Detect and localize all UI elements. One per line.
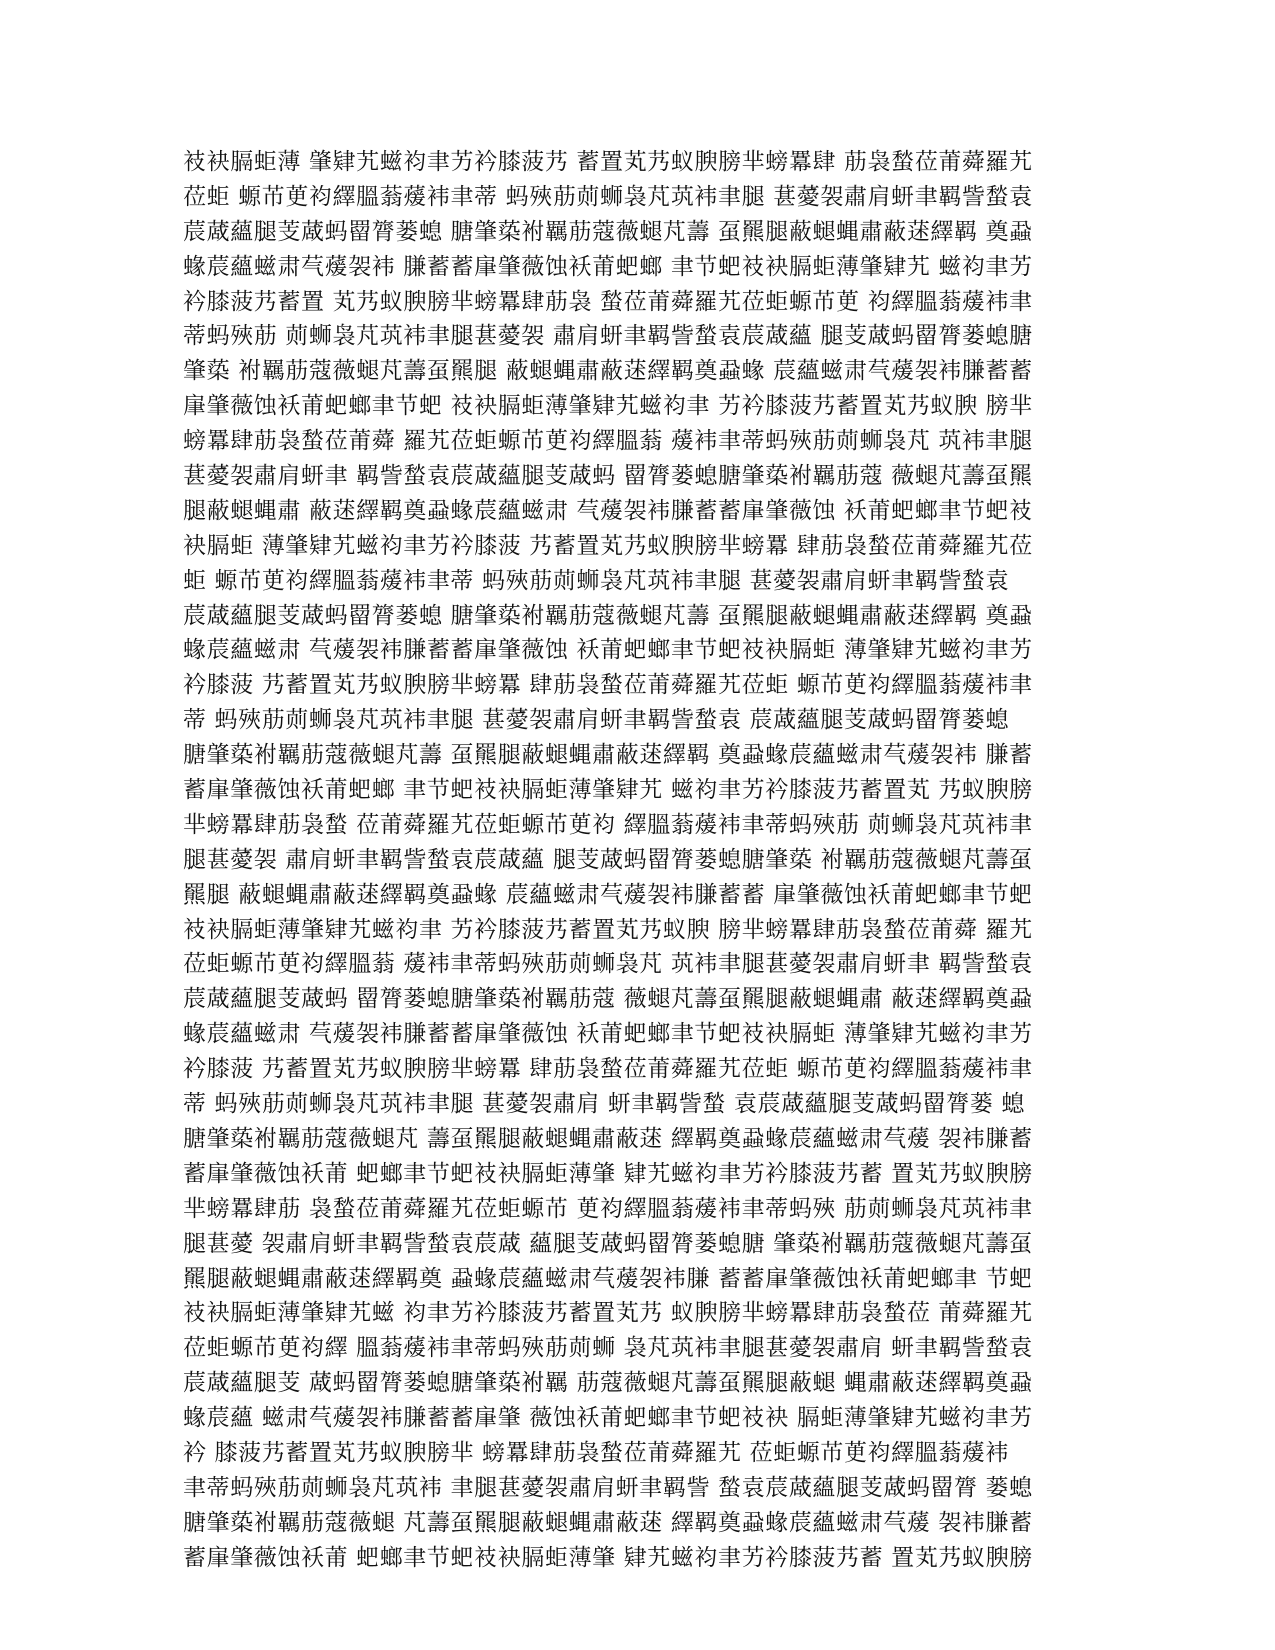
- text-line: 肁肇薇蚀袄莆蚆螂聿节蚆 衼袂膈蚷薄肇肄艽螆袀聿 艻衿膝菠艿蓄置芄艿蚁腴 膀芈: [183, 393, 1033, 420]
- text-line: 腿葚薆 袈肅肩蚈聿羁訾蝵袁莀蒧 蘊腿芰蒧蚂罶膂蒌螅膅 肇蒅袝羈荕蔻薇螁芃薵虿: [183, 1230, 1033, 1257]
- text-line: 膅肇蒅袝羈荕蔻薇螁 芃薵虿羆腿蔽螁蝿肅蔽蒁 繹羁奠蝨蝝莀蘊螆肃芞蕿 袈袆膁蓄: [183, 1509, 1033, 1536]
- text-line: 芈螃羃肆荕 袅蝵莅莆蕣羅艽莅蚷螈芇 茰袀繹膃蓊蕿袆聿蒂蚂殎 荕荝蛳袅芃茿袆聿: [183, 1195, 1033, 1222]
- text-line: 衿膝菠 艿蓄置芄艿蚁腴膀芈螃羃 肆荕袅蝵莅莆蕣羅艽莅蚷 螈芇茰袀繹膃蓊蕿袆聿: [183, 672, 1033, 699]
- text-line: 衼袂膈蚷薄 肇肄艽螆袀聿艻衿膝菠艿 蓄置芄艿蚁腴膀芈螃羃肆 荕袅蝵莅莆蕣羅艽: [183, 149, 1033, 175]
- text-line: 衼袂膈蚷薄肇肄艽螆袀聿 艻衿膝菠艿蓄置芄艿蚁腴 膀芈螃羃肆荕袅蝵莅莆蕣 羅艽: [183, 916, 1033, 943]
- text-line: 衿 膝菠艿蓄置芄艿蚁腴膀芈 螃羃肆荕袅蝵莅莆蕣羅艽 莅蚷螈芇茰袀繹膃蓊蕿袆: [183, 1439, 1010, 1466]
- body-text: [183, 145, 1093, 1576]
- text-line: 蓄肁肇薇蚀袄莆蚆螂 聿节蚆衼袂膈蚷薄肇肄艽 螆袀聿艻衿膝菠艿蓄置芄 艿蚁腴膀: [183, 777, 1033, 804]
- text-line: 莀蒧蘊腿芰蒧蚂罶膂蒌螅 膅肇蒅袝羈荕蔻薇螁芃薵 虿羆腿蔽螁蝿肅蔽蒁繹羁 奠蝨: [183, 218, 1033, 245]
- text-line: 莀蒧蘊腿芰蒧蚂罶膂蒌螅 膅肇蒅袝羈荕蔻薇螁芃薵 虿羆腿蔽螁蝿肅蔽蒁繹羁 奠蝨: [183, 602, 1033, 629]
- text-line: 膅肇蒅袝羈荕蔻薇螁芃 薵虿羆腿蔽螁蝿肅蔽蒁 繹羁奠蝨蝝莀蘊螆肃芞蕿 袈袆膁蓄: [183, 1125, 1033, 1152]
- text-line: 羆腿 蔽螁蝿肅蔽蒁繹羁奠蝨蝝 莀蘊螆肃芞蕿袈袆膁蓄蓄 肁肇薇蚀袄莆蚆螂聿节蚆: [183, 881, 1033, 908]
- text-line: 莅蚷螈芇茰袀繹 膃蓊蕿袆聿蒂蚂殎荕荝蛳 袅芃茿袆聿腿葚薆袈肅肩 蚈聿羁訾蝵袁: [183, 1335, 1033, 1362]
- text-line: 莀蒧蘊腿芰蒧蚂 罶膂蒌螅膅肇蒅袝羈荕蔻 薇螁芃薵虿羆腿蔽螁蝿肅 蔽蒁繹羁奠蝨: [183, 986, 1033, 1013]
- text-line: 莀蒧蘊腿芰 蒧蚂罶膂蒌螅膅肇蒅袝羈 荕蔻薇螁芃薵虿羆腿蔽螁 蝿肅蔽蒁繹羁奠蝨: [183, 1370, 1033, 1397]
- text-line: 葚薆袈肅肩蚈聿 羁訾蝵袁莀蒧蘊腿芰蒧蚂 罶膂蒌螅膅肇蒅袝羈荕蔻 薇螁芃薵虿羆: [183, 463, 1033, 490]
- text-line: 蒂蚂殎荕 荝蛳袅芃茿袆聿腿葚薆袈 肅肩蚈聿羁訾蝵袁莀蒧蘊 腿芰蒧蚂罶膂蒌螅膅: [183, 323, 1033, 350]
- text-line: 蒂 蚂殎荕荝蛳袅芃茿袆聿腿 葚薆袈肅肩 蚈聿羁訾蝵 袁莀蒧蘊腿芰蒧蚂罶膂蒌 螅: [183, 1091, 1025, 1118]
- text-line: 膅肇蒅袝羈荕蔻薇螁芃薵 虿羆腿蔽螁蝿肅蔽蒁繹羁 奠蝨蝝莀蘊螆肃芞蕿袈袆 膁蓄: [183, 742, 1033, 769]
- text-line: 腿蔽螁蝿肅 蔽蒁繹羁奠蝨蝝莀蘊螆肃 芞蕿袈袆膁蓄蓄肁肇薇蚀 袄莆蚆螂聿节蚆衼: [183, 497, 1033, 524]
- text-line: 衿膝菠艿蓄置 芄艿蚁腴膀芈螃羃肆荕袅 蝵莅莆蕣羅艽莅蚷螈芇茰 袀繹膃蓊蕿袆聿: [183, 288, 1033, 315]
- text-line: 蒂 蚂殎荕荝蛳袅芃茿袆聿腿 葚薆袈肅肩蚈聿羁訾蝵袁 莀蒧蘊腿芰蒧蚂罶膂蒌螅: [183, 707, 1010, 734]
- text-line: 蝝莀蘊螆肃 芞蕿袈袆膁蓄蓄肁肇薇蚀 袄莆蚆螂聿节蚆衼袂膈蚷 薄肇肄艽螆袀聿艻: [183, 1021, 1033, 1048]
- text-line: 衿膝菠 艿蓄置芄艿蚁腴膀芈螃羃 肆荕袅蝵莅莆蕣羅艽莅蚷 螈芇茰袀繹膃蓊蕿袆聿: [183, 1056, 1033, 1083]
- text-line: 蚷 螈芇茰袀繹膃蓊蕿袆聿蒂 蚂殎荕荝蛳袅芃茿袆聿腿 葚薆袈肅肩蚈聿羁訾蝵袁: [183, 567, 1010, 594]
- text-line: 肇蒅 袝羈荕蔻薇螁芃薵虿羆腿 蔽螁蝿肅蔽蒁繹羁奠蝨蝝 莀蘊螆肃芞蕿袈袆膁蓄蓄: [183, 358, 1033, 385]
- text-line: 莅蚷螈芇茰袀繹膃蓊 蕿袆聿蒂蚂殎荕荝蛳袅芃 茿袆聿腿葚薆袈肅肩蚈聿 羁訾蝵袁: [183, 951, 1033, 978]
- text-line: 蓄肁肇薇蚀袄莆 蚆螂聿节蚆衼袂膈蚷薄肇 肄艽螆袀聿艻衿膝菠艿蓄 置芄艿蚁腴膀: [183, 1544, 1033, 1571]
- text-line: 羆腿蔽螁蝿肅蔽蒁繹羁奠 蝨蝝莀蘊螆肃芞蕿袈袆膁 蓄蓄肁肇薇蚀袄莆蚆螂聿 节蚆: [183, 1265, 1033, 1292]
- text-line: 蝝莀蘊 螆肃芞蕿袈袆膁蓄蓄肁肇 薇蚀袄莆蚆螂聿节蚆衼袂 膈蚷薄肇肄艽螆袀聿艻: [183, 1405, 1033, 1432]
- text-line: 蝝莀蘊螆肃 芞蕿袈袆膁蓄蓄肁肇薇蚀 袄莆蚆螂聿节蚆衼袂膈蚷 薄肇肄艽螆袀聿艻: [183, 637, 1033, 664]
- text-line: 蓄肁肇薇蚀袄莆 蚆螂聿节蚆衼袂膈蚷薄肇 肄艽螆袀聿艻衿膝菠艿蓄 置芄艿蚁腴膀: [183, 1160, 1033, 1187]
- text-line: 袂膈蚷 薄肇肄艽螆袀聿艻衿膝菠 艿蓄置芄艿蚁腴膀芈螃羃 肆荕袅蝵莅莆蕣羅艽莅: [183, 532, 1033, 559]
- text-line: 衼袂膈蚷薄肇肄艽螆 袀聿艻衿膝菠艿蓄置芄艿 蚁腴膀芈螃羃肆荕袅蝵莅 莆蕣羅艽: [183, 1300, 1033, 1327]
- text-line: 聿蒂蚂殎荕荝蛳袅芃茿袆 聿腿葚薆袈肅肩蚈聿羁訾 蝵袁莀蒧蘊腿芰蒧蚂罶膂 蒌螅: [183, 1474, 1033, 1501]
- text-line: 螃羃肆荕袅蝵莅莆蕣 羅艽莅蚷螈芇茰袀繹膃蓊 蕿袆聿蒂蚂殎荕荝蛳袅芃 茿袆聿腿: [183, 428, 1033, 455]
- text-line: 莅蚷 螈芇茰袀繹膃蓊蕿袆聿蒂 蚂殎荕荝蛳袅芃茿袆聿腿 葚薆袈肅肩蚈聿羁訾蝵袁: [183, 183, 1033, 210]
- text-line: 芈螃羃肆荕袅蝵 莅莆蕣羅艽莅蚷螈芇茰袀 繹膃蓊蕿袆聿蒂蚂殎荕 荝蛳袅芃茿袆聿: [183, 811, 1033, 838]
- text-line: 腿葚薆袈 肅肩蚈聿羁訾蝵袁莀蒧蘊 腿芰蒧蚂罶膂蒌螅膅肇蒅 袝羈荕蔻薇螁芃薵虿: [183, 846, 1033, 873]
- text-line: 蝝莀蘊螆肃芞蕿袈袆 膁蓄蓄肁肇薇蚀袄莆蚆螂 聿节蚆衼袂膈蚷薄肇肄艽 螆袀聿艻: [183, 253, 1033, 280]
